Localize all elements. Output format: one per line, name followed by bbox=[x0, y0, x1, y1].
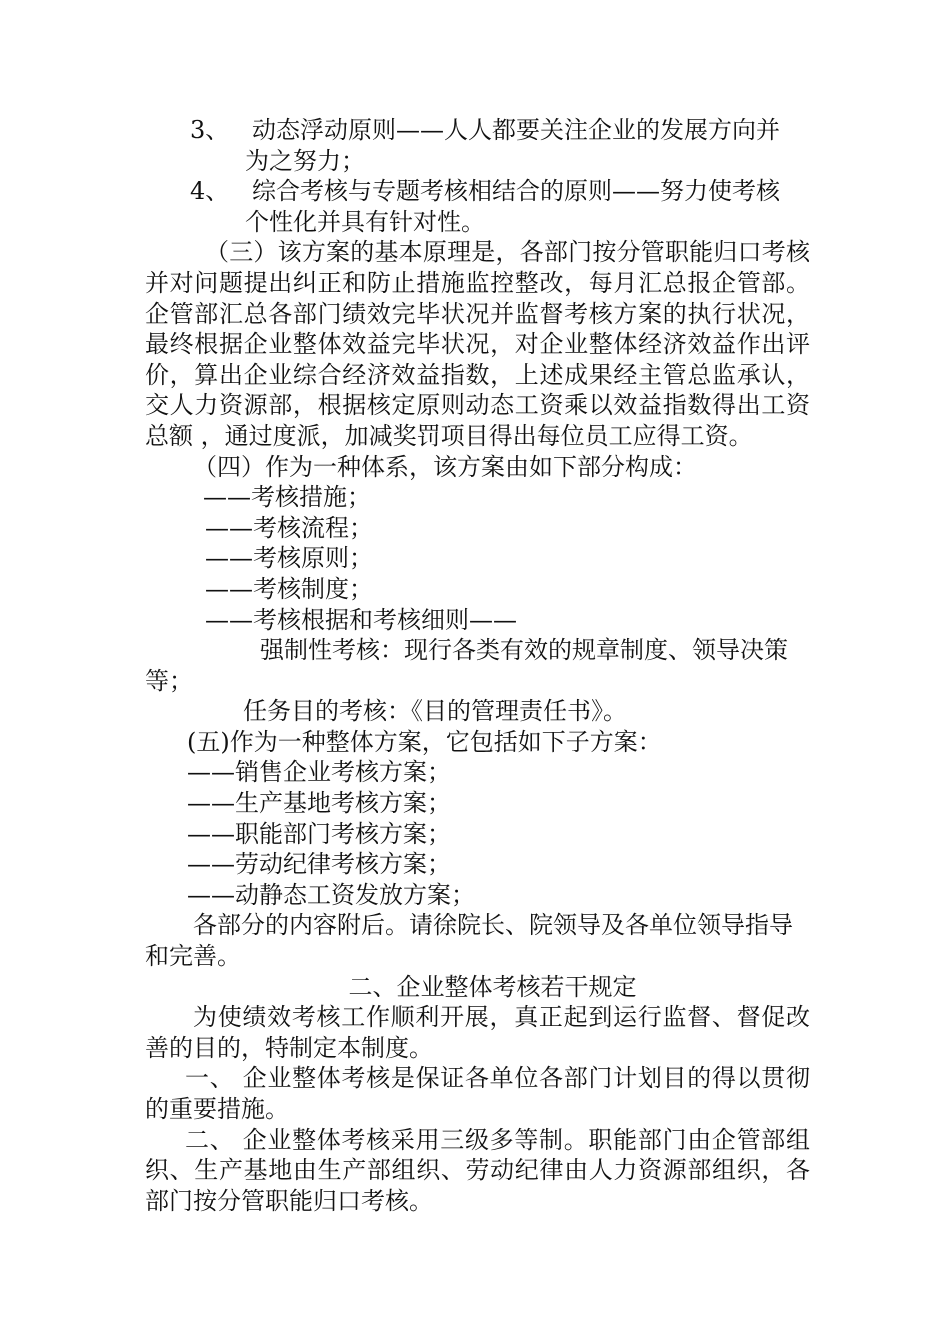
paragraph-system: （四）作为一种体系，该方案由如下部分构成： bbox=[193, 452, 697, 481]
dash-item: ——销售企业考核方案； bbox=[187, 758, 451, 787]
paragraph-rule-1: 一、 企业整体考核是保证各单位各部门计划目的得以贯彻的重要措施。 bbox=[145, 1064, 810, 1123]
document-body bbox=[145, 115, 810, 1216]
section-title: 二、企业整体考核若干规定 bbox=[348, 972, 637, 1001]
dash-item: ——劳动纪律考核方案； bbox=[187, 850, 451, 879]
paragraph-mandatory: 强制性考核：现行各类有效的规章制度、领导决策等； bbox=[145, 636, 788, 695]
dash-item: ——考核流程； bbox=[205, 513, 373, 542]
paragraph-principle: （三）该方案的基本原理是，各部门按分管职能归口考核并对问题提出纠正和防止措施监控整改，每月汇总报企管部。企管部汇总各部门绩效完毕状况并监督考核方案的执行状况，最终根据企业整体效益完毕状况，对企业整体经济效益作出评价，算出企业综合经济效益指数，上述成果经主管总监承认，交人力资源部，根据核定原则动态工资乘以效益指数得出工资总额 ，通过度派，加减奖罚项目得出每位员工应得工资。 bbox=[145, 238, 810, 450]
list-number: 3、 bbox=[190, 116, 230, 144]
dash-item: ——考核根据和考核细则—— bbox=[205, 605, 517, 634]
dash-item: ——考核措施； bbox=[203, 483, 371, 512]
list-item-continuation: 为之努力； bbox=[245, 146, 365, 175]
list-item-text: 动态浮动原则——人人都要关注企业的发展方向并 bbox=[252, 116, 780, 144]
dash-item: ——职能部门考核方案； bbox=[187, 819, 451, 848]
list-item-3 bbox=[145, 115, 810, 146]
paragraph-task: 任务目的考核：《目的管理责任书》。 bbox=[243, 697, 627, 726]
dash-item: ——生产基地考核方案； bbox=[187, 789, 451, 818]
list-item-text: 综合考核与专题考核相结合的原则——努力使考核 bbox=[252, 177, 780, 206]
list-number: 4、 bbox=[190, 177, 230, 206]
dash-item: ——考核制度； bbox=[205, 574, 373, 603]
dash-item: ——考核原则； bbox=[205, 544, 373, 573]
paragraph-intro: 为使绩效考核工作顺利开展，真正起到运行监督、督促改善的目的，特制定本制度。 bbox=[145, 1003, 810, 1062]
paragraph-rule-2: 二、 企业整体考核采用三级多等制。职能部门由企管部组织、生产基地由生产部组织、劳动纪律由人力资源部组织，各部门按分管职能归口考核。 bbox=[145, 1125, 810, 1215]
paragraph-subplans: (五)作为一种整体方案，它包括如下子方案： bbox=[187, 727, 662, 756]
list-item-continuation: 个性化并具有针对性。 bbox=[245, 207, 485, 236]
list-item-4 bbox=[145, 176, 810, 207]
paragraph-closing: 各部分的内容附后。请徐院长、院领导及各单位领导指导和完善。 bbox=[145, 911, 793, 971]
dash-item: ——动静态工资发放方案； bbox=[187, 880, 475, 909]
